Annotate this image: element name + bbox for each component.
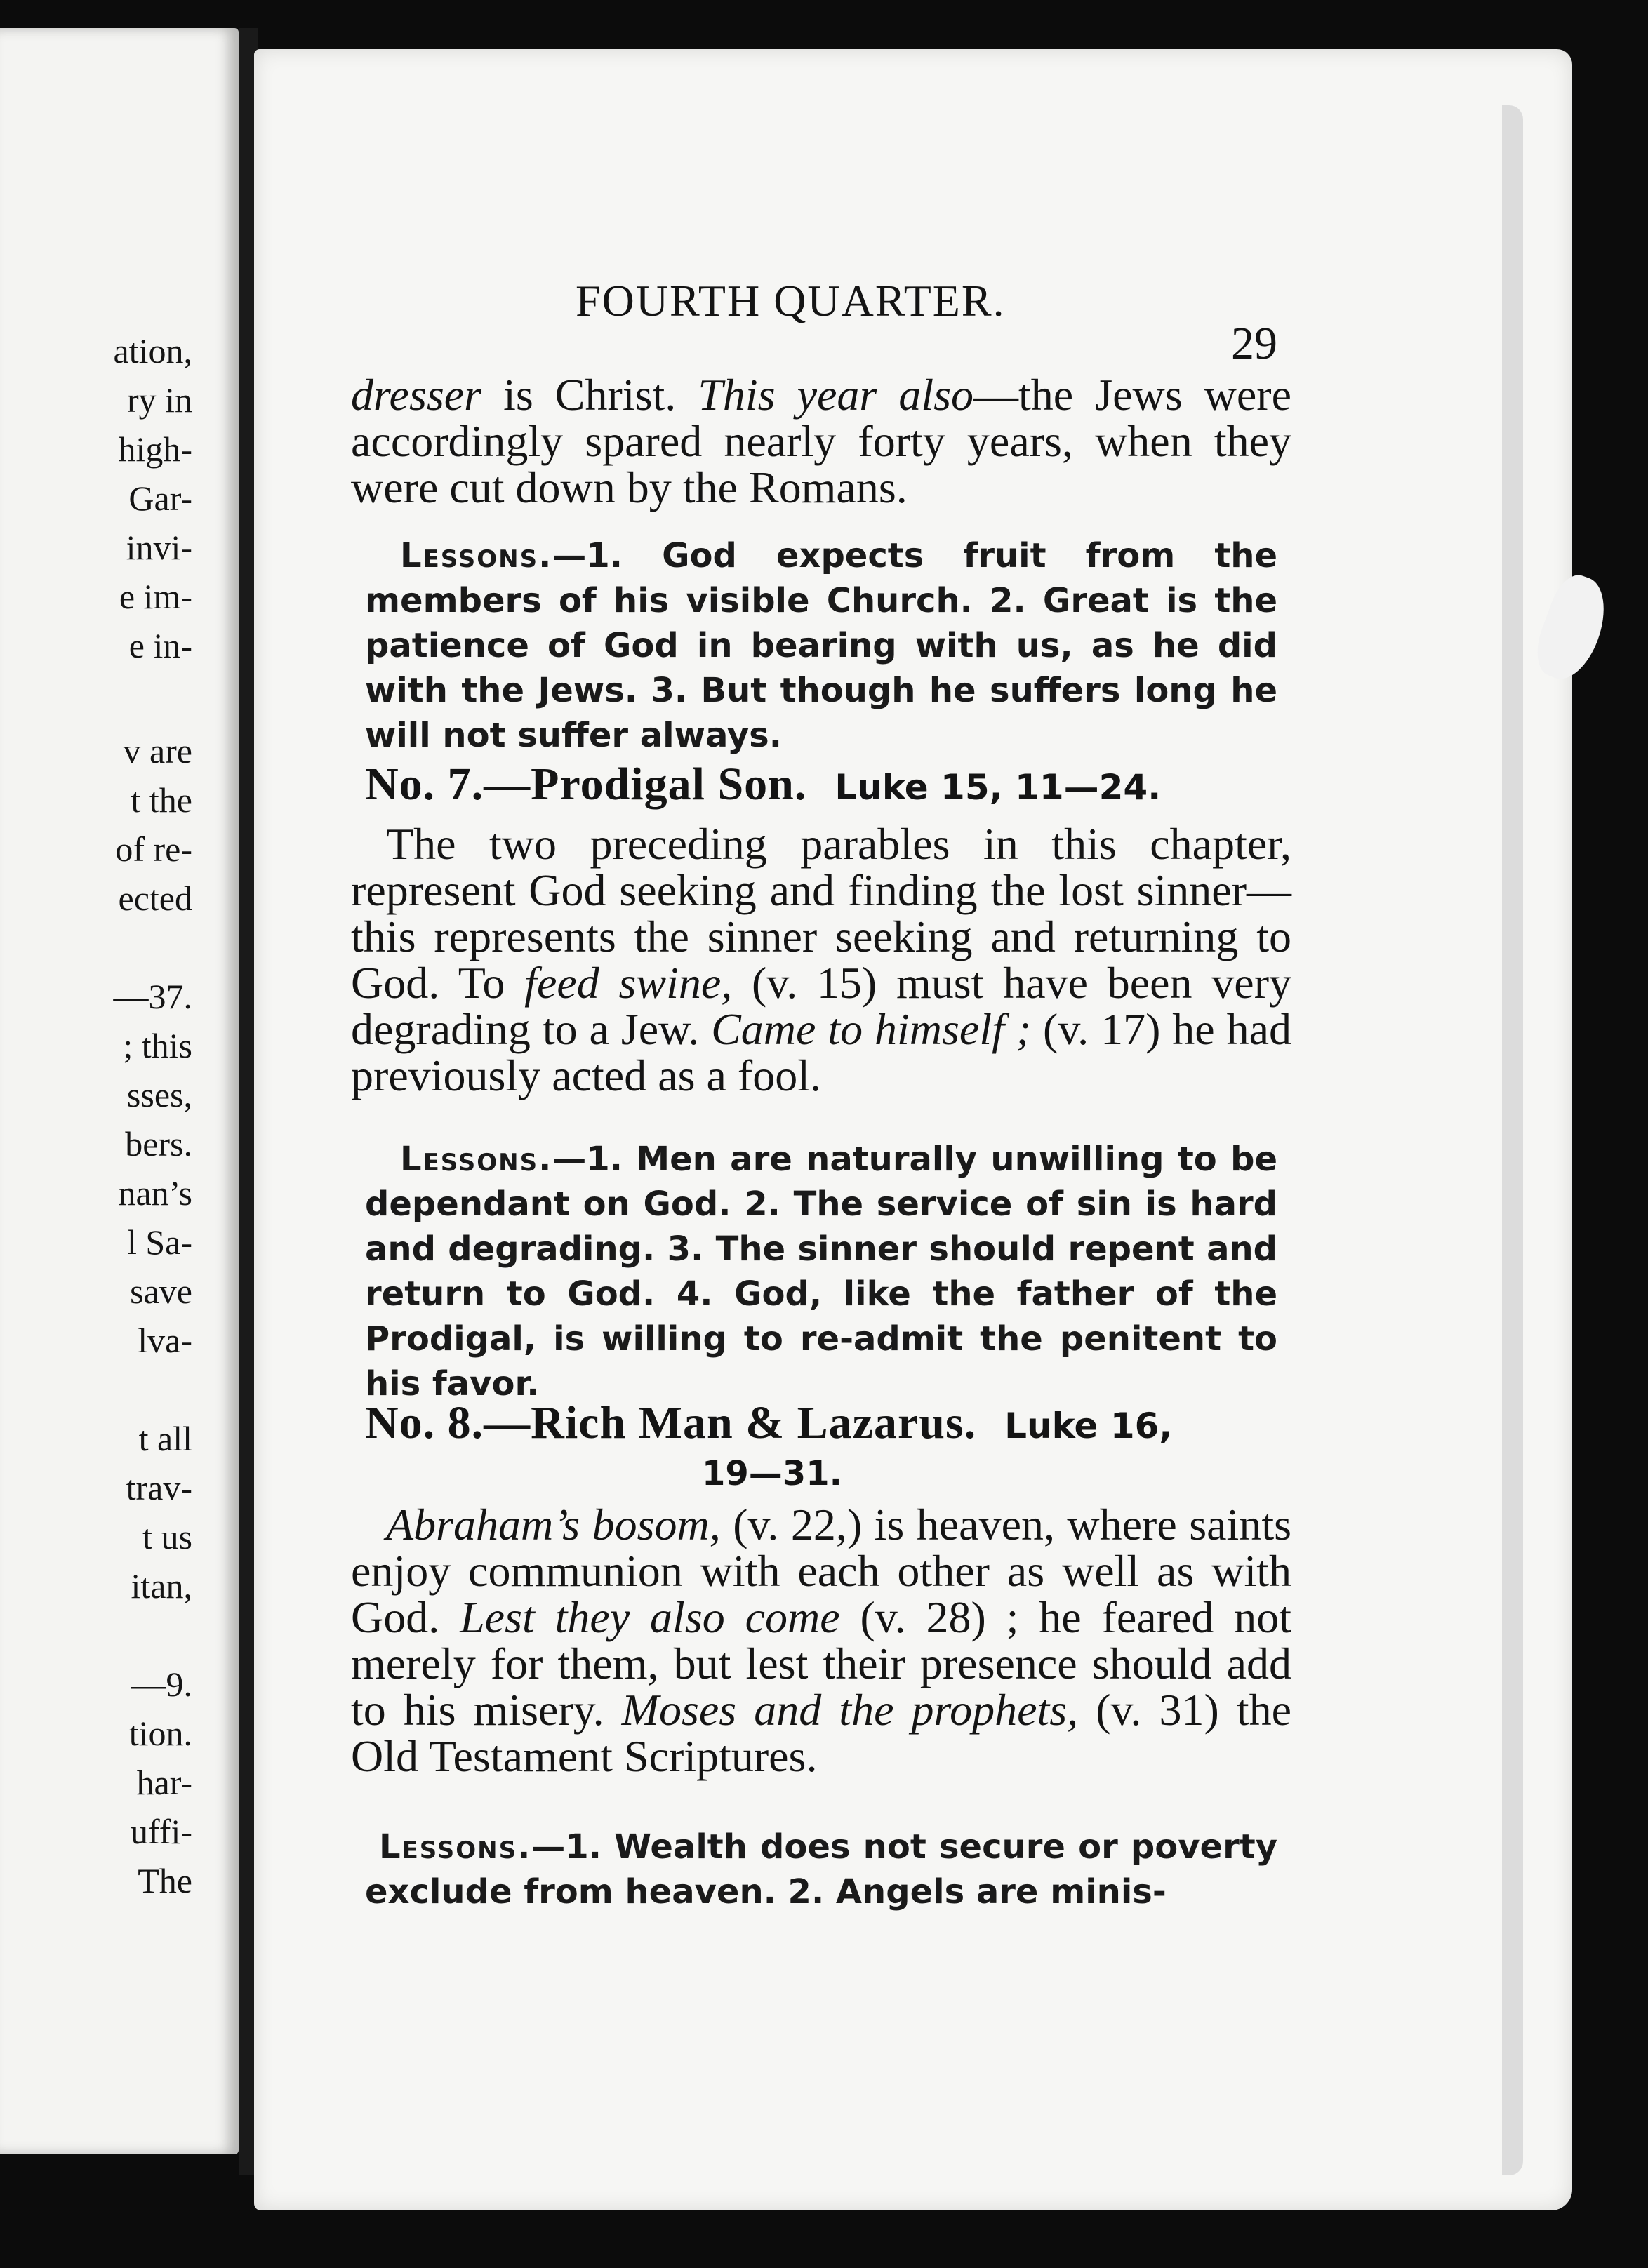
section-heading-8: No. 8.—Rich Man & Lazarus. Luke 16, [365,1397,1173,1448]
left-page-fragment: ry in [126,380,192,420]
left-page-fragment: l Sa- [126,1222,192,1262]
lessons-label: Lessons. [379,1827,532,1867]
left-page-fragment: e im- [119,577,192,616]
page-edge [1502,105,1523,2175]
left-page-fragment: trav- [126,1468,192,1507]
section-8-paragraph: Abraham’s bosom, (v. 22,) is heaven, where saints enjoy communion with each other as well as with God. Lest they also come (v. 28) ; he feared not merely for them, but lest their presence should add to his misery. Moses and the prophets, (v. 31) the Old Testament Scriptures. [351,1500,1292,1781]
lessons-label: Lessons. [400,1140,553,1179]
left-page-fragment: ation, [113,331,192,371]
left-page-fragment: uffi- [131,1812,192,1851]
left-page-fragment: —9. [131,1665,192,1704]
left-page-fragment: save [130,1272,192,1311]
left-page-fragment: v are [123,731,192,771]
left-page-fragment: ected [118,879,192,918]
left-page-fragment: t us [142,1517,192,1556]
left-page-fragment: high- [118,429,192,469]
left-page-fragment: t the [131,780,192,820]
left-page-fragment: tion. [128,1714,192,1753]
left-page-fragment: bers. [125,1124,192,1163]
lessons-paragraph-1: Lessons.—1. God expects fruit from the members of his visible Church. 2. Great is the patience of God in bearing with us, as he did with the Jews. 3. But though he suffers long he will not suffer always. [365,536,1277,755]
left-page-fragment: The [138,1861,192,1900]
left-page-fragment: itan, [131,1566,192,1606]
page-number: 29 [1231,318,1277,369]
lessons-paragraph-3: Lessons.—1. Wealth does not secure or poverty exclude from heaven. 2. Angels are minis- [365,1827,1277,1912]
left-page-fragment: of re- [115,829,192,869]
italic-dresser: dresser [351,370,482,420]
left-page-fragment: sses, [126,1075,192,1114]
section-8-reference-cont: 19—31. [702,1454,842,1493]
left-page-fragment: Gar- [128,479,192,518]
left-page-fragment: har- [136,1763,192,1802]
left-page-fragment: t all [138,1419,192,1458]
lessons-paragraph-2: Lessons.—1. Men are naturally unwilling to be dependant on God. 2. The service of sin is hard and degrading. 3. The sinner should repent and return to God. 4. God, like the father of the Prodigal, is willing to re-admit the penitent to his favor. [365,1140,1277,1403]
left-page-fragment: lva- [138,1321,192,1360]
left-page-fragment: —37. [113,977,192,1016]
lessons-label: Lessons. [400,536,553,575]
facing-page-left [0,28,239,2154]
section-heading-7: No. 7.—Prodigal Son. Luke 15, 11—24. [365,759,1162,810]
running-header: FOURTH QUARTER. [576,276,1006,326]
left-page-fragment: e in- [128,626,192,665]
left-page-fragment: nan’s [118,1173,192,1213]
left-page-fragment: ; this [123,1026,192,1065]
intro-paragraph: dresser is Christ. This year also—the Jews were accordingly spared nearly forty years, when they were cut down by the Romans. [351,370,1292,512]
italic-this-year-also: This year also [698,370,974,420]
left-page-fragment: invi- [126,528,192,567]
section-7-paragraph: The two preceding parables in this chapter, represent God seeking and finding the lost sinner—this represents the sinner seeking and returning to God. To feed swine, (v. 15) must have been very degrading to a Jew. Came to himself ; (v. 17) he had previously acted as a fool. [351,819,1292,1100]
